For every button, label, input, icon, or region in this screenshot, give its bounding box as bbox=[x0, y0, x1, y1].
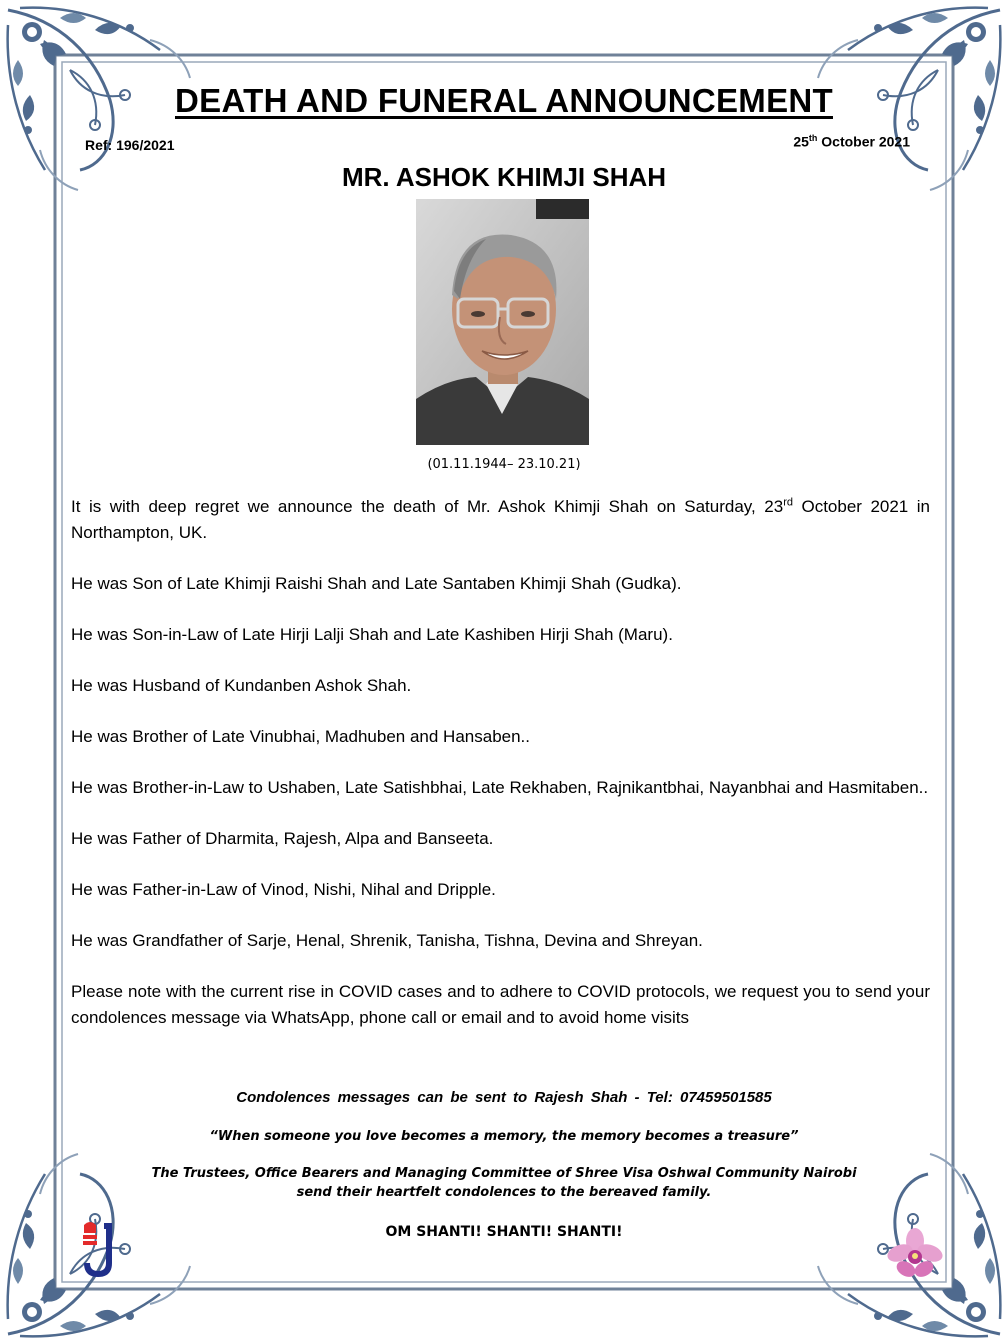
lifespan-dates: (01.11.1944– 23.10.21) bbox=[427, 457, 581, 472]
paragraph-children-in-law: He was Father-in-Law of Vinod, Nishi, Nihal and Dripple. bbox=[71, 880, 496, 899]
paragraph-death-notice: It is with deep regret we announce the death of Mr. Ashok Khimji Shah on Saturday, 23rd October 2021 in Northampton, UK. bbox=[71, 496, 930, 542]
trustees-line-1: The Trustees, Office Bearers and Managing Committee of Shree Visa Oshwal Community Nairobi bbox=[151, 1166, 857, 1181]
paragraph-parents: He was Son of Late Khimji Raishi Shah and Late Santaben Khimji Shah (Gudka). bbox=[71, 574, 682, 593]
closing-prayer: OM SHANTI! SHANTI! SHANTI! bbox=[385, 1224, 623, 1240]
community-logo-icon bbox=[80, 1219, 116, 1279]
paragraph-siblings-in-law: He was Brother-in-Law to Ushaben, Late Satishbhai, Late Rekhaben, Rajnikantbhai, Nayanbhai and Hasmitaben.. bbox=[71, 778, 929, 797]
orchid-flower-icon bbox=[886, 1227, 944, 1283]
portrait-photo bbox=[416, 199, 589, 445]
paragraph-children: He was Father of Dharmita, Rajesh, Alpa and Banseeta. bbox=[71, 829, 494, 848]
trustees-condolences bbox=[0, 1164, 1008, 1202]
paragraph-spouse: He was Husband of Kundanben Ashok Shah. bbox=[71, 676, 412, 695]
condolence-contact: Condolences messages can be sent to Rajesh Shah - Tel: 07459501585 bbox=[236, 1089, 772, 1106]
trustees-line-2: send their heartfelt condolences to the bereaved family. bbox=[296, 1185, 712, 1200]
announcement-date: 25th October 2021 bbox=[793, 133, 910, 150]
announcement-heading: DEATH AND FUNERAL ANNOUNCEMENT bbox=[175, 82, 833, 119]
paragraph-covid-notice: Please note with the current rise in COVID cases and to adhere to COVID protocols, we request you to send your condolences message via WhatsApp, phone call or email and to avoid home visits bbox=[71, 982, 930, 1027]
paragraph-grandchildren: He was Grandfather of Sarje, Henal, Shrenik, Tanisha, Tishna, Devina and Shreyan. bbox=[71, 931, 703, 950]
reference-number: Ref: 196/2021 bbox=[85, 137, 175, 153]
memorial-quote: “When someone you love becomes a memory, the memory becomes a treasure” bbox=[209, 1129, 799, 1144]
paragraph-parents-in-law: He was Son-in-Law of Late Hirji Lalji Shah and Late Kashiben Hirji Shah (Maru). bbox=[71, 625, 673, 644]
announcement-body bbox=[71, 494, 930, 1056]
paragraph-siblings: He was Brother of Late Vinubhai, Madhuben and Hansaben.. bbox=[71, 727, 530, 746]
deceased-name: MR. ASHOK KHIMJI SHAH bbox=[341, 162, 667, 192]
